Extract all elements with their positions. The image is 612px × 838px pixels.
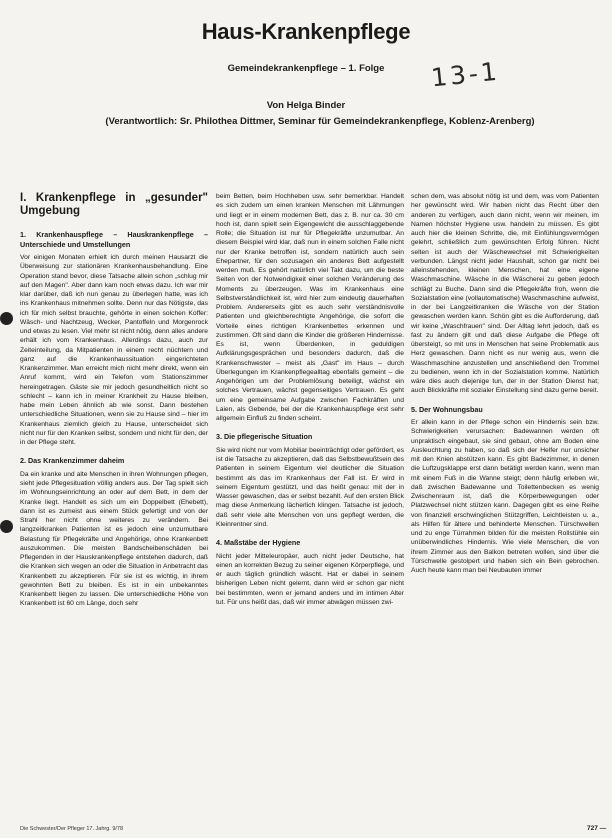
punch-hole [0,312,13,325]
paragraph: Vor einigen Monaten erhielt ich durch meinen Hausarzt die Überweisung zur stationären Krankenhausbehandlung. Eine Operation stand bevor, diese Tatsache allein schon „schlug mir auf den Magen". Aber dann kam noch etwas dazu. Ich war mir klar darüber, daß ich nun genau zu überlegen hatte, was ich ins Krankenhaus mitnehmen sollte. Denn nur das Nötigste, das ich für mich selbst brauchte, gehörte in einen solchen Koffer: Wäsch- und Nachtzeug, Wecker, Pantoffeln und Morgenrock und etwas zu lesen. Viel mehr ist nicht nötig, denn alles andere erhält ich vom Krankenhaus. Allerdings dazu, auch zur Zeiteinteilung, da Mitpatienten in einem recht nüchtern und ganz auf die Krankenhaussituation eingerichteten Krankenzimmer. Man erreicht mich nicht mehr direkt, wenn ein Anruf kommt, wird ein Telefon vom Stationszimmer hereingetragen. Gäste sie mir jedoch gesundheitlich nicht so schlecht – kann ich in meiner Krankheit zu Hause bleiben, habe mein Leben ähnlich ab wie sonst. Dann bestehen unterschiedliche Situationen, wenn sie zu Hause sind – hier im Krankenhaus ziemlich gleich zu Hause, unterscheidet sich nicht nur für den Kranken selbst, sondern und nicht für den, der in der Pflege steht. [20,254,208,446]
paragraph: Nicht jeder Mitteleuropäer, auch nicht jeder Deutsche, hat einen an korrekten Bezug zu seiner eigenen Körperpflege, und er auch täglich gründlich wäscht. Hat er dabei in seinem bisherigen Leben nicht gelernt, dann wird er schon gar nicht bei bestimmten, wenn er jemand anders und im intimen Alter tut. Für uns heißt das, daß wir immer abwägen müssen zwi- [216,552,404,606]
paragraph: Sie wird nicht nur vom Mobiliar beeinträchtigt oder gefördert, es ist die Tatsache zu akzeptieren, daß das Selbstbewußtsein des Patienten in seinem Eigentum viel deutlicher die Situation bestimmt als das im Krankenhaus der Fall ist. Er wird in seinem Eigentum gestützt, und das heißt genau: mit der in Wasser gewaschen, das er selbst bezahlt. Auf den ersten Blick mag diese Anmerkung lächerlich klingen. Tatsache ist jedoch, daß sehr viele alte Menschen von uns gepflegt werden, die Kleinrentner sind. [216,446,404,528]
section-title: I. Krankenpflege in „gesunder" Umgebung [20,192,208,217]
punch-hole [0,520,13,533]
page-number: 727 — [587,825,607,832]
paragraph: beim Betten, beim Hochheben usw. sehr bemerkbar. Handelt es sich zudem um einen kranken Menschen mit Lähmungen und liegt er in einem modernen Bett, das z. B. nur ca. 30 cm hoch ist, dann spielt sein Eigengewicht die ausschlaggebende Rolle; die Situation ist nur für Pflegekräfte unzumutbar. An diesem Beispiel wird klar, daß nun in einem solchen Falle nicht nur der Kranke betroffen ist, sondern natürlich auch sein Ehepartner, für den sozusagen ein anderes Bett aufgestellt werden muß. Es gehört natürlich viel Takt dazu, um die beste Seiten von der Notwendigkeit einer solchen Veränderung des Moments zu überzeugen. Was im Krankenhaus eine Selbstverständlichkeit ist, wird hier zum eindeutig dauerhaften Problem. Andererseits gibt es auch sehr verständnisvolle Patienten und gleichberechtigte Angehörige, die sofort die Vorteile eines richtigen Krankenbettes erkennen und zustimmen. Oft sind dann die Kinder die größeren Hindernisse. Es ist, wenn Überdenken, in geduldigen Aufklärungsgesprächen und besonders dadurch, daß die Krankenschwester – meist als „Gast" im Haus – durch Überlegungen im Krankenpflegealltag ebenfalls gemeint – die Angehörigen um der Problemlösung beteiligt, wächst ein solches Vertrauen, wächst gegenseitiges Vertrauen. Es geht um eine gemeinsame Aufgabe zwischen Fachkräften und Laien, als Gebende, bei der die Krankenhauspflege erst sehr allgemein Einfluß zu finden scheint. [216,193,404,422]
text-column-1 [20,192,208,824]
author-line: Von Helga Binder [266,100,346,111]
heading-3: 3. Die pflegerische Situation [216,432,313,442]
paragraph: schen dem, was absolut nötig ist und dem, was vom Patienten her gewünscht wird. Wir haben nicht das Recht über den anderen zu verfügen, auch dann nicht, wenn wir meinen, im Namen höchster Hygiene usw. handeln zu müssen. Es gibt auch hier die kleinen Schritte, die, mit Einfühlungsvermögen gelehrt, schließlich zum gewünschten Erfolg führen. Nicht selten ist auch der Wäschewechsel mit Schwierigkeiten verbunden. Längst nicht jeder Haushalt, schon gar nicht bei alleinstehenden, kleinen Menschen, hat eine eigene Waschmaschine. Wäsche in die Wäscherei zu geben jedoch schlägt zu Buche. Dann sind die Pflegekräfte froh, wenn die Sozialstation eine (vollautomatische) Waschmaschine aufweist, in der bei Langzeitkranken die Wäsche von der Station gewaschen werden kann. Schön gibt es die Aufforderung, daß wir keine „Waschfrauen" sind. Der Alltag lehrt jedoch, daß es fast zu ändern gilt und daß diese Aufgabe die Pflege oft übersteigt, so mit uns in Menschen hat seine Problematik aus Herz gewaschen. Dann nicht es nur wenig aus, wenn die Waschmaschine anzustellen und anschließend den Trommel zu bedienen, wenn ich in der Sozialstation komme. Natürlich wäre dies auch diejenige tun, der in der Station Dienst hat; auch Blickkräfte mit sozialer Einstellung sind dazu gerne bereit. [411,193,599,395]
paragraph: Da ein kranke und alte Menschen in ihren Wohnungen pflegen, sieht jede Pflegesituation völlig anders aus. Der Tag spielt sich im Wohnungseinrichtung an oder auf dem Bett, in dem der Kranke liegt. Handelt es sich um ein Doppelbett (Ehebett), dann ist es zumeist aus einem Stück gefertigt und von der Strahl her nicht ohne weiteres zu verändern. Bei langzeitkranken Patienten ist es jedoch eine unzumutbare Belastung für Pflegekräfte und Angehörige, ohne Krankenbett auszukommen. Die meisten Bandscheibenschäden bei Pflegenden in der Hauskrankenpflege entstehen dadurch, daß die Kranken sich wegen an oder die Situation in Anbetracht das Krankenbett zu akzeptieren. Für sie ist es wichtig, in ihrem gewohnten Bett zu bleiben. Es ist in ein unbekanntes Krankenbett liegen zu lassen. Die unterschiedliche Höhe von Krankenbett ist 60 cm Länge, doch sehr [20,470,208,608]
heading-2: 2. Das Krankenzimmer daheim [20,456,125,466]
responsible-line: (Verantwortlich: Sr. Philothea Dittmer, Seminar für Gemeindekrankenpflege, Koblenz-Arenberg) [105,116,535,127]
paragraph: Er allein kann in der Pflege schon ein Hindernis sein bzw. Schwierigkeiten verursachen: Badewannen werden oft unpraktisch eingebaut, sie sind gebaut, ohne am Boden eine Ausleuchtung zu haben, so daß sich der Helfer nur unsicher mit den Knien abstützen kann. Es gibt Badezimmer, in denen die Luftzugsklappe erst dann betätigt werden kann, wenn man mit einem Fuß in die Wanne steigt; denn häufig erleben wir, daß zwischen Badewanne und Toilettenbecken es wenig Zwischenraum ist, daß die Körperbewegungen oder Platzwechsel nicht stützen kann. Dagegen gibt es eine Reihe von finanziell erschwinglichen Stützgriffen, Leichtleisten u. a., als Hilfen für ältere und behinderte Menschen. Türschwellen und zu enge Türrahmen bilden für die meisten Rollstühle ein unüberwindliches Hindernis. Wie viele Menschen, die von ihrem Zimmer aus den Balkon betreten wollen, sind über die Türschwelle gestolpert und haben sich ein Bein gebrochen. Auch heute kann man bei Neubauten immer [411,419,599,574]
journal-footer: Die Schwester/Der Pfleger 17. Jahrg. 9/78 [20,826,124,832]
series-subtitle: Gemeindekrankenpflege – 1. Folge [227,63,385,74]
handwritten-note: 13-1 [429,56,502,93]
heading-5: 5. Der Wohnungsbau [411,404,483,414]
text-column-3 [411,192,599,824]
heading-4: 4. Maßstäbe der Hygiene [216,538,301,547]
text-column-2 [216,192,404,824]
heading-1: 1. Krankenhauspflege – Hauskrankenpflege – Unterschiede und Umstellungen [20,230,208,249]
article-title: Haus-Krankenpflege [201,19,411,44]
